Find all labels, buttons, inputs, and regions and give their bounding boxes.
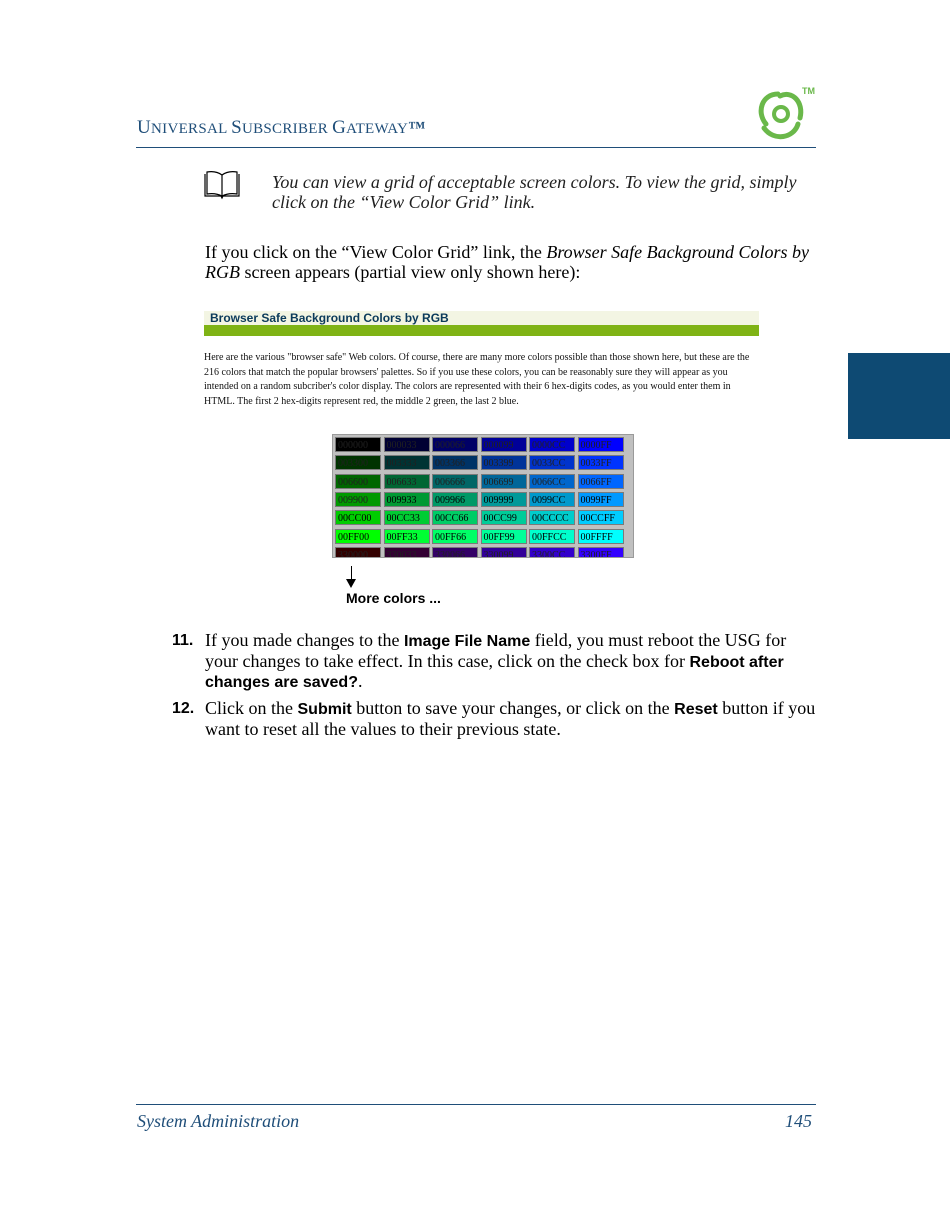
color-cell: 00CC99 (481, 510, 527, 525)
step-run: If you made changes to the (205, 630, 404, 650)
step-text (205, 631, 817, 693)
step-number: 12. (172, 700, 195, 717)
color-cell: 009933 (384, 492, 430, 507)
color-cell: 330000 (335, 547, 381, 558)
arrow-down-icon (346, 579, 356, 588)
color-cell: 0066FF (578, 474, 624, 489)
step-run: button if you want to reset all the values to their previous state. (205, 698, 816, 739)
color-cell: 00CCCC (529, 510, 575, 525)
color-cell: 00CC66 (432, 510, 478, 525)
trademark: ™ (408, 118, 426, 137)
color-cell: 0000CC (529, 437, 575, 452)
note-text: You can view a grid of acceptable screen colors. To view the grid, simply click on the “View Color Grid” link. (272, 172, 797, 212)
page-number: 145 (785, 1111, 812, 1131)
footer-rule (136, 1104, 816, 1105)
color-cell: 006666 (432, 474, 478, 489)
color-cell: 00CC00 (335, 510, 381, 525)
company-logo-icon (748, 82, 816, 144)
color-cell: 00FF00 (335, 529, 381, 544)
step-number: 11. (172, 632, 194, 649)
step-run: Click on the (205, 698, 298, 718)
bold-term: Reboot after changes are saved? (205, 653, 784, 691)
color-cell: 000033 (384, 437, 430, 452)
color-cell: 003399 (481, 455, 527, 470)
bold-term: Reset (674, 701, 718, 718)
color-cell: 0099FF (578, 492, 624, 507)
bold-term: Submit (297, 701, 352, 718)
screenshot-title: Browser Safe Background Colors by RGB (210, 311, 449, 325)
color-cell: 00FFFF (578, 529, 624, 544)
color-cell: 003300 (335, 455, 381, 470)
arrow-line (351, 566, 352, 580)
title-initial: S (231, 117, 242, 138)
color-cell: 006633 (384, 474, 430, 489)
title-initial: G (332, 117, 347, 138)
logo-tm: TM (802, 86, 815, 96)
open-book-icon (203, 170, 241, 200)
step-text (205, 699, 817, 739)
color-cell: 00FFCC (529, 529, 575, 544)
chapter-side-tab (848, 353, 950, 439)
color-cell: 00FF66 (432, 529, 478, 544)
step-run: . (357, 671, 363, 691)
more-colors-label: More colors ... (346, 590, 441, 606)
color-cell: 006600 (335, 474, 381, 489)
color-cell: 00CCFF (578, 510, 624, 525)
color-cell: 3300CC (529, 547, 575, 558)
screen-name: Browser Safe Background Colors by RGB (205, 242, 809, 282)
color-cell: 00FF33 (384, 529, 430, 544)
color-cell: 0033FF (578, 455, 624, 470)
color-cell: 003333 (384, 455, 430, 470)
step-11 (172, 631, 817, 693)
color-cell: 3300FF (578, 547, 624, 558)
color-cell: 330033 (384, 547, 430, 558)
footer-section-name: System Administration (137, 1111, 300, 1131)
running-header-title (137, 117, 426, 139)
color-cell: 330099 (481, 547, 527, 558)
color-grid (332, 434, 634, 558)
color-cell: 009900 (335, 492, 381, 507)
color-cell: 003366 (432, 455, 478, 470)
step-12 (172, 699, 817, 739)
color-cell: 009966 (432, 492, 478, 507)
title-rest: UBSCRIBER (241, 121, 333, 137)
title-initial: U (137, 117, 152, 138)
screenshot-body-text: Here are the various "browser safe" Web colors. Of course, there are many more colors possible than those shown here, but these are the 216 colors that match the popular browsers' palettes. So if you use these colors, you can be reasonably sure they will appear as you intended on a random subcriber's color display. The colors are represented with their 6 hex-digits codes, as you would enter them in HTML. The first 2 hex-digits represent red, the middle 2 green, the last 2 blue. (204, 352, 750, 407)
header-rule (136, 147, 816, 148)
color-cell: 009999 (481, 492, 527, 507)
intro-text-2: screen appears (partial view only shown here): (240, 262, 581, 282)
color-cell: 0099CC (529, 492, 575, 507)
color-cell: 000000 (335, 437, 381, 452)
step-run: field, you must reboot the USG for your changes to take effect. In this case, click on the check box for (205, 630, 787, 671)
title-rest: ATEWAY (346, 121, 409, 137)
color-cell: 000099 (481, 437, 527, 452)
color-cell: 0066CC (529, 474, 575, 489)
color-cell: 330066 (432, 547, 478, 558)
step-run: button to save your changes, or click on the (351, 698, 675, 718)
color-cell: 00FF99 (481, 529, 527, 544)
color-cell: 0000FF (578, 437, 624, 452)
intro-paragraph (205, 242, 817, 282)
screenshot-green-band (204, 325, 759, 336)
intro-text-1: If you click on the “View Color Grid” link, the (205, 242, 547, 262)
title-rest: NIVERSAL (151, 121, 232, 137)
color-cell: 006699 (481, 474, 527, 489)
color-cell: 000066 (432, 437, 478, 452)
color-cell: 0033CC (529, 455, 575, 470)
color-cell: 00CC33 (384, 510, 430, 525)
bold-term: Image File Name (403, 633, 531, 650)
